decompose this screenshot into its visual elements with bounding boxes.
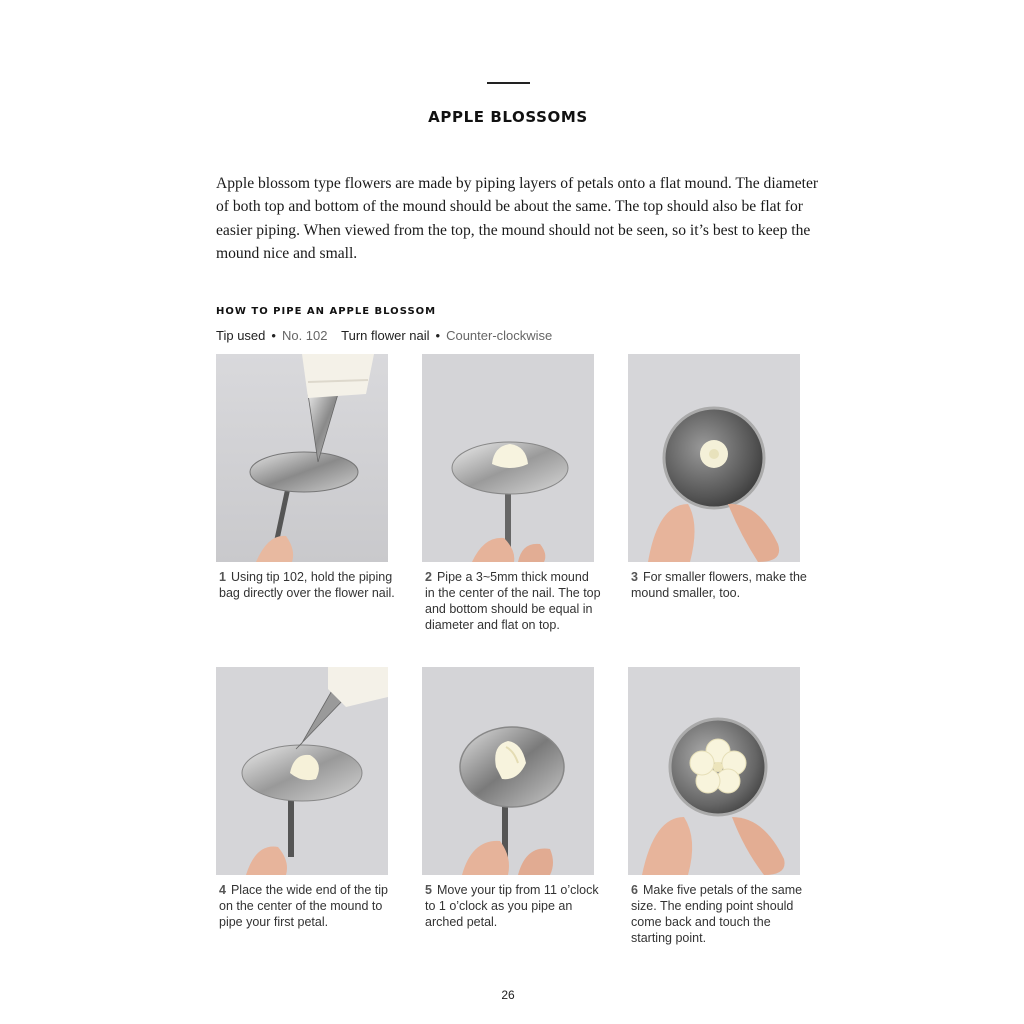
step-number: 4 — [219, 883, 226, 897]
step-photo-6 — [628, 667, 800, 875]
section-heading: HOW TO PIPE AN APPLE BLOSSOM — [216, 306, 437, 317]
step-caption-1 — [219, 569, 395, 601]
title-rule — [487, 82, 530, 84]
step-photo-2 — [422, 354, 594, 562]
step-caption-5 — [425, 882, 601, 930]
step-number: 2 — [425, 570, 432, 584]
step-caption-6 — [631, 882, 807, 946]
step-photo-4 — [216, 667, 388, 875]
step-caption-2 — [425, 569, 601, 633]
step-text: Pipe a 3~5mm thick mound in the center of the nail. The top and bottom should be equal in diameter and flat on top. — [425, 570, 601, 632]
step-text: Move your tip from 11 o’clock to 1 o’clock as you pipe an arched petal. — [425, 883, 599, 929]
step-photo-5 — [422, 667, 594, 875]
tip-label: Tip used — [216, 328, 266, 343]
step-text: Using tip 102, hold the piping bag directly over the flower nail. — [219, 570, 395, 600]
step-number: 3 — [631, 570, 638, 584]
step-photo-1 — [216, 354, 388, 562]
page-number: 26 — [501, 988, 515, 1002]
step-caption-4 — [219, 882, 395, 930]
step-text: Place the wide end of the tip on the center of the mound to pipe your first petal. — [219, 883, 389, 929]
turn-label: Turn flower nail — [341, 328, 430, 343]
tip-value: No. 102 — [281, 328, 328, 343]
step-photo-3 — [628, 354, 800, 562]
bullet-separator: • — [271, 328, 276, 343]
step-number: 5 — [425, 883, 432, 897]
bullet-separator: • — [435, 328, 441, 343]
turn-value: Counter-clockwise — [446, 328, 553, 343]
step-text: Make five petals of the same size. The ending point should come back and touch the starting point. — [631, 883, 803, 945]
tip-info-line — [216, 328, 552, 343]
step-number: 6 — [631, 883, 638, 897]
intro-paragraph: Apple blossom type flowers are made by piping layers of petals onto a flat mound. The diameter of both top and bottom of the mound should be about the same. The top should also be flat for easier piping. When viewed from the top, the mound should not be seen, so it’s best to keep the mound nice and small. — [216, 175, 819, 262]
step-number: 1 — [219, 570, 226, 584]
page-title: APPLE BLOSSOMS — [428, 108, 588, 126]
step-text: For smaller flowers, make the mound smaller, too. — [631, 570, 807, 600]
step-caption-3 — [631, 569, 807, 601]
